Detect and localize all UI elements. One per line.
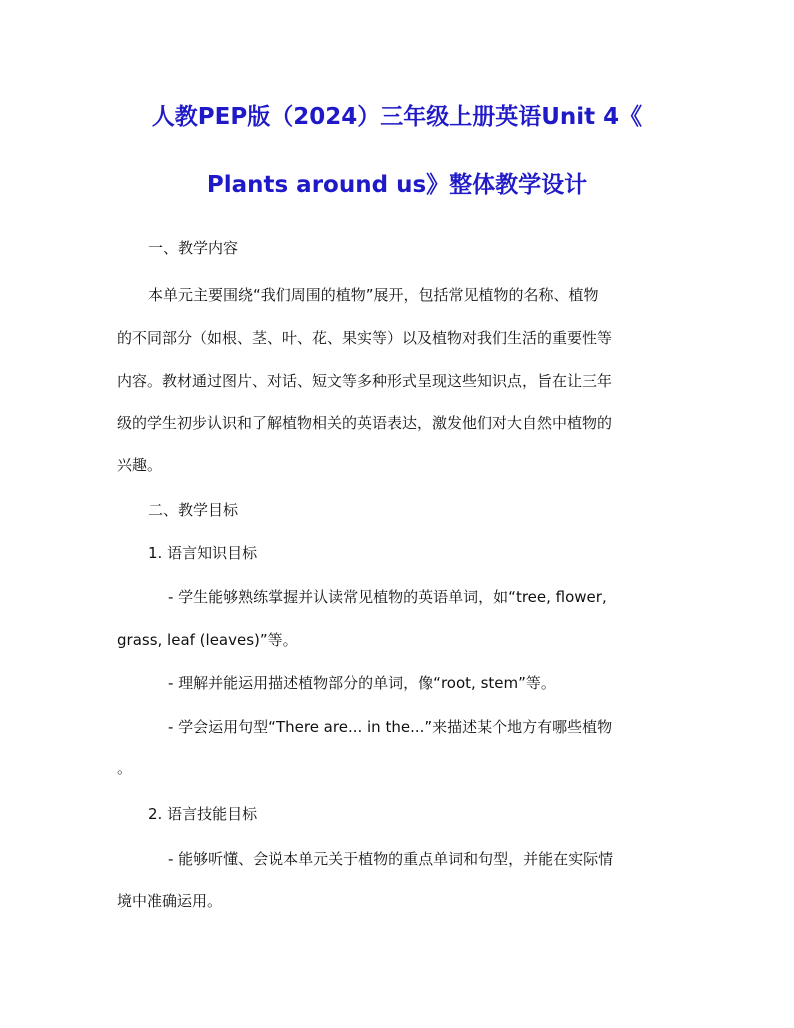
bullet-line: - 能够听懂、会说本单元关于植物的重点单词和句型，并能在实际情	[168, 850, 614, 868]
bullet-line: grass, leaf (leaves)”等。	[117, 631, 298, 649]
paragraph-line: 兴趣。	[117, 456, 163, 474]
paragraph-line: 本单元主要围绕“我们周围的植物”展开，包括常见植物的名称、植物	[148, 286, 599, 304]
subsection-heading-skills: 2. 语言技能目标	[148, 805, 258, 823]
bullet-line: - 学会运用句型“There are... in the...”来描述某个地方有哪些植物	[168, 718, 613, 736]
bullet-line: - 理解并能运用描述植物部分的单词，像“root, stem”等。	[168, 674, 556, 692]
paragraph-line: 内容。教材通过图片、对话、短文等多种形式呈现这些知识点，旨在让三年	[117, 372, 613, 390]
bullet-line: 。	[117, 759, 133, 777]
bullet-line: - 学生能够熟练掌握并认读常见植物的英语单词，如“tree, flower,	[168, 588, 607, 606]
paragraph-line: 的不同部分（如根、茎、叶、花、果实等）以及植物对我们生活的重要性等	[117, 329, 613, 347]
bullet-line: 境中准确运用。	[117, 892, 223, 910]
document-title-line-2: Plants around us》整体教学设计	[206, 172, 588, 198]
section-heading-content: 一、教学内容	[148, 239, 239, 257]
subsection-heading-knowledge: 1. 语言知识目标	[148, 544, 258, 562]
paragraph-line: 级的学生初步认识和了解植物相关的英语表达，激发他们对大自然中植物的	[117, 414, 613, 432]
section-heading-objectives: 二、教学目标	[148, 501, 239, 519]
document-title-line-1: 人教PEP版（2024）三年级上册英语Unit 4《	[151, 104, 643, 130]
